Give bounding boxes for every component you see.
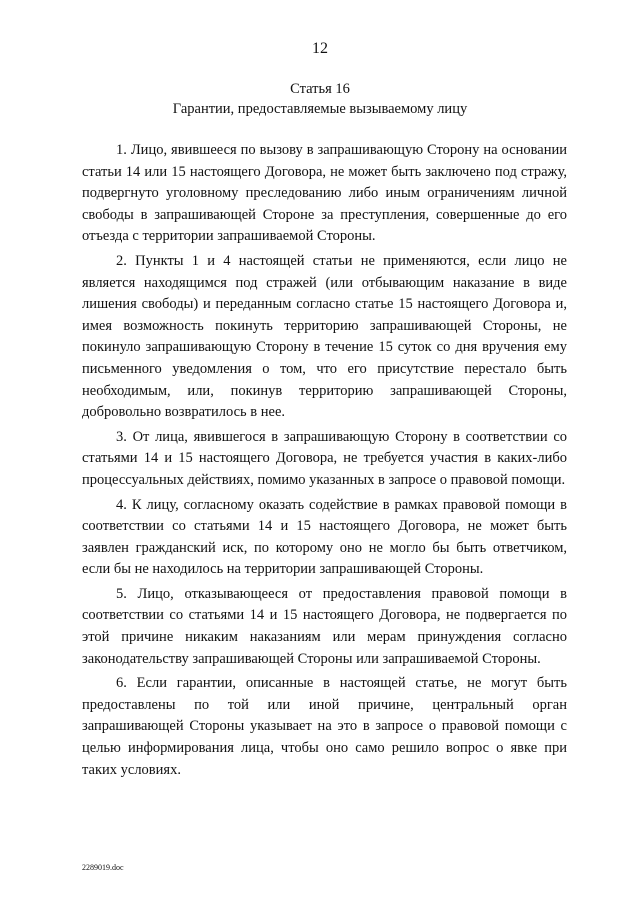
article-heading [0, 79, 640, 119]
article-body [82, 140, 567, 784]
page-number: 12 [312, 40, 328, 57]
paragraph-2: 2. Пункты 1 и 4 настоящей статьи не применяются, если лицо не является находящимся под стражей (или отбывающим наказание в виде лишения свободы) и переданным согласно статье 15 настоящего Договора и, имея возможность покинуть территорию запрашивающей Стороны, не покинуло запрашивающую Сторону в течение 15 суток со дня вручения ему письменного уведомления о том, что его присутствие перестало быть необходимым, или, покинув территорию запрашивающей Стороны, добровольно возвратилось в нее. [82, 252, 567, 421]
article-number: Статья 16 [290, 81, 350, 97]
paragraph-4: 4. К лицу, согласному оказать содействие в рамках правовой помощи в соответствии со статьями 14 и 15 настоящего Договора, не может быть заявлен гражданский иск, по которому оно не могло бы быть ответчиком, если бы не находилось на территории запрашивающей Стороны. [82, 496, 567, 578]
article-title: Гарантии, предоставляемые вызываемому лицу [172, 101, 468, 117]
paragraph-6: 6. Если гарантии, описанные в настоящей статье, не могут быть предоставлены по той или иной причине, центральный орган запрашивающей Стороны указывает на это в запросе о правовой помощи с целью информирования лица, чтобы оно само решило вопрос о явке при таких условиях. [82, 675, 567, 778]
paragraph-3: 3. От лица, явившегося в запрашивающую Сторону в соответствии со статьями 14 и 15 настоящего Договора, не требуется участия в каких-либо процессуальных действиях, помимо указанных в запросе о правовой помощи. [82, 428, 567, 488]
paragraph-1: 1. Лицо, явившееся по вызову в запрашивающую Сторону на основании статьи 14 или 15 настоящего Договора, не может быть заключено под стражу, подвергнуто уголовному преследованию либо иным ограничениям личной свободы в запрашивающей Стороне за преступления, совершенные до его отъезда с территории запрашиваемой Стороны. [82, 142, 567, 245]
paragraph-5: 5. Лицо, отказывающееся от предоставления правовой помощи в соответствии со статьями 14 и 15 настоящего Договора, не подвергается по этой причине никаким наказаниям или мерам принуждения согласно законодательству запрашивающей Стороны или запрашиваемой Стороны. [82, 585, 567, 667]
document-filename: 2289019.doc [82, 863, 124, 872]
